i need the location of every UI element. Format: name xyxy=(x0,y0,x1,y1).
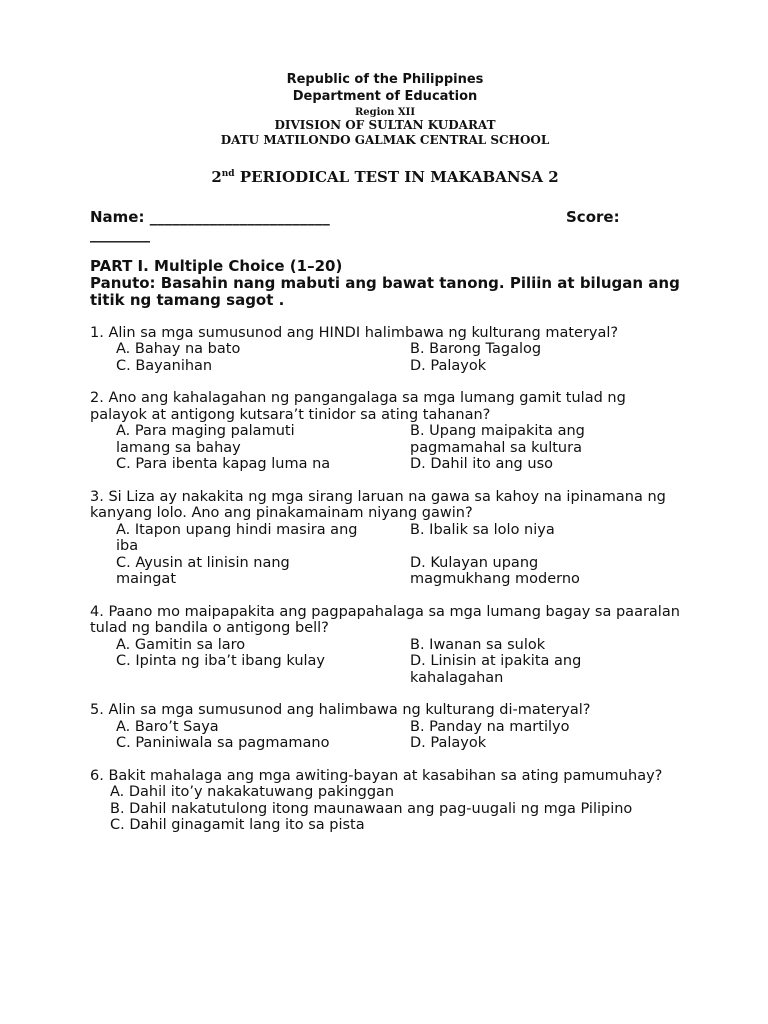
question-stem: 5. Alin sa mga sumusunod ang halimbawa ng kulturang di-materyal? xyxy=(90,702,591,719)
part-heading: PART I. Multiple Choice (1–20) xyxy=(90,256,343,275)
test-page xyxy=(90,0,680,834)
choice-b[interactable]: B. Upang maipakita ang pagmamahal sa kultura xyxy=(410,423,585,456)
question-stem: 3. Si Liza ay nakakita ng mga sirang laruan na gawa sa kahoy na ipinamana ng kanyang lolo. Ano ang pinakamainam niyang gawin? xyxy=(90,488,666,522)
choice-a[interactable]: A. Bahay na bato xyxy=(116,341,241,358)
choice-b[interactable]: B. Iwanan sa sulok xyxy=(410,636,546,653)
choices xyxy=(110,784,680,834)
question-2 xyxy=(90,390,680,473)
choice-c[interactable]: C. Dahil ginagamit lang ito sa pista xyxy=(110,817,365,834)
header-school: DATU MATILONDO GALMAK CENTRAL SCHOOL xyxy=(220,133,550,148)
choice-b[interactable]: B. Dahil nakatutulong itong maunawaan ang pag-uugali ng mga Pilipino xyxy=(110,800,633,817)
choice-d[interactable]: D. Kulayan upang magmukhang moderno xyxy=(410,554,580,588)
question-1 xyxy=(90,325,680,375)
header-republic: Republic of the Philippines xyxy=(286,72,484,87)
name-score-row xyxy=(90,208,680,244)
choice-b[interactable]: B. Barong Tagalog xyxy=(410,341,542,358)
choices xyxy=(116,341,680,374)
header-deped: Department of Education xyxy=(292,88,478,104)
header-division: DIVISION OF SULTAN KUDARAT xyxy=(274,118,496,133)
question-stem: 2. Ano ang kahalagahan ng pangangalaga sa mga lumang gamit tulad ng palayok at antigong kutsara’t tinidor sa ating tahanan? xyxy=(90,390,626,423)
choice-c[interactable]: C. Paniniwala sa pagmamano xyxy=(116,735,330,752)
choice-c[interactable]: C. Bayanihan xyxy=(116,357,213,374)
choice-d[interactable]: D. Palayok xyxy=(410,357,487,374)
title-text: PERIODICAL TEST IN MAKABANSA 2 xyxy=(234,167,559,186)
choice-c[interactable]: C. Para ibenta kapag luma na xyxy=(116,456,331,473)
title-ordinal: 2 xyxy=(211,167,222,186)
choices xyxy=(116,719,680,752)
title-ordinal-suffix: nd xyxy=(221,168,235,179)
choices xyxy=(116,522,680,588)
question-stem: 6. Bakit mahalaga ang mga awiting-bayan at kasabihan sa ating pamumuhay? xyxy=(90,767,663,784)
question-stem: 1. Alin sa mga sumusunod ang HINDI halimbawa ng kulturang materyal? xyxy=(90,324,619,341)
choice-d[interactable]: D. Linisin at ipakita ang kahalagahan xyxy=(410,653,582,686)
score-field[interactable]: ________ xyxy=(90,224,150,243)
question-3 xyxy=(90,489,680,588)
score-label: Score: xyxy=(566,207,620,226)
question-5 xyxy=(90,702,680,752)
name-field[interactable]: Name: ________________________ xyxy=(90,207,330,226)
choice-b[interactable]: B. Panday na martilyo xyxy=(410,718,570,735)
choice-a[interactable]: A. Baro’t Saya xyxy=(116,718,219,735)
choice-a[interactable]: A. Dahil ito’y nakakatuwang pakinggan xyxy=(110,784,395,801)
question-4 xyxy=(90,604,680,687)
choice-c[interactable]: C. Ayusin at linisin nang maingat xyxy=(116,554,290,588)
choice-a[interactable]: A. Itapon upang hindi masira ang iba xyxy=(116,521,358,555)
choices xyxy=(116,637,680,687)
choice-d[interactable]: D. Dahil ito ang uso xyxy=(410,456,553,473)
choices xyxy=(116,423,680,473)
choice-d[interactable]: D. Palayok xyxy=(410,735,487,752)
question-stem: 4. Paano mo maipapakita ang pagpapahalaga sa mga lumang bagay sa paaralan tulad ng bandila o antigong bell? xyxy=(90,603,680,637)
choice-c[interactable]: C. Ipinta ng iba’t ibang kulay xyxy=(116,653,326,670)
choice-b[interactable]: B. Ibalik sa lolo niya xyxy=(410,521,555,538)
header-region: Region XII xyxy=(355,106,415,118)
choice-a[interactable]: A. Para maging palamuti lamang sa bahay xyxy=(116,423,295,456)
question-6 xyxy=(90,768,680,834)
part-instructions: Panuto: Basahin nang mabuti ang bawat tanong. Piliin at bilugan ang titik ng tamang sagot . xyxy=(90,273,680,309)
choice-a[interactable]: A. Gamitin sa laro xyxy=(116,636,246,653)
test-title xyxy=(90,168,680,186)
